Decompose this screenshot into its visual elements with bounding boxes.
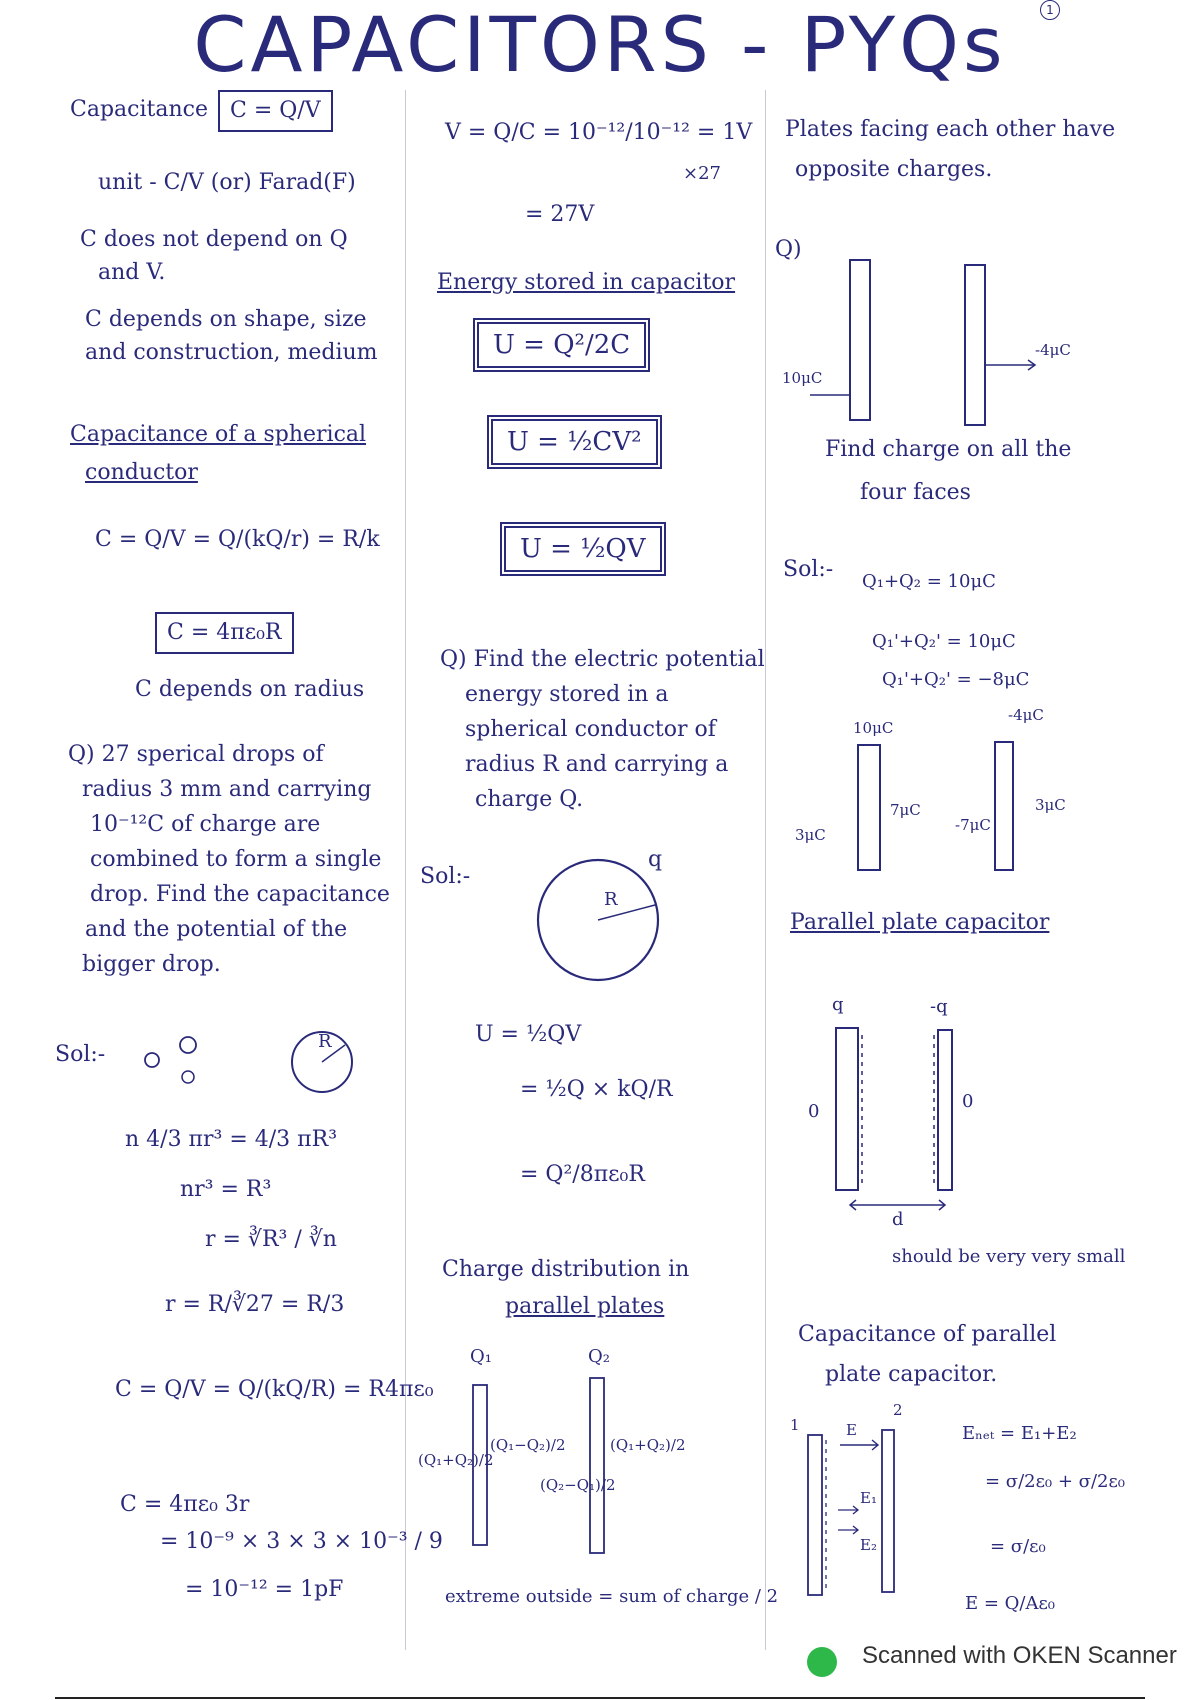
facing-plates-note-2: opposite charges.: [795, 157, 993, 182]
not-depend-line-1: C does not depend on Q: [80, 227, 348, 252]
plate-marker-1: 1: [790, 1416, 800, 1434]
depends-line-1: C depends on shape, size: [85, 307, 367, 332]
spherical-boxed-formula: C = 4πε₀R: [155, 612, 294, 654]
plate-charge-minus-q: -q: [930, 996, 948, 1017]
solution-label: Sol:-: [55, 1042, 106, 1067]
solution-label: Sol:-: [783, 557, 834, 582]
energy-heading: Energy stored in capacitor: [437, 270, 736, 295]
field-final-formula: E = Q/Aε₀: [965, 1593, 1056, 1614]
work-line: C = 4πε₀ 3r: [120, 1492, 250, 1517]
charge-equation: Q₁'+Q₂' = −8μC: [882, 669, 1030, 690]
question-line: combined to form a single: [90, 847, 382, 872]
page-number: 1: [1040, 0, 1060, 20]
sphere-work-line: = ½Q × kQ/R: [520, 1077, 673, 1102]
plate-charge-q: q: [832, 994, 844, 1015]
plate-separation-d: d: [892, 1209, 904, 1230]
work-line: nr³ = R³: [180, 1177, 272, 1202]
face-charge: (Q₁−Q₂)/2: [490, 1436, 566, 1454]
not-depend-line-2: and V.: [98, 260, 166, 285]
net-field-formula: Eₙₑₜ = E₁+E₂: [962, 1423, 1077, 1444]
question-line: and the potential of the: [85, 917, 348, 942]
find-charge-line-2: four faces: [860, 480, 971, 505]
depends-radius: C depends on radius: [135, 677, 365, 702]
charge-equation: Q₁'+Q₂' = 10μC: [872, 631, 1016, 652]
work-line: r = ∛R³ / ∛n: [205, 1227, 337, 1252]
question-line: Q) 27 sperical drops of: [68, 742, 324, 767]
plate-marker-2: 2: [893, 1401, 903, 1419]
face-charge: (Q₁+Q₂)/2: [610, 1436, 686, 1454]
question-2-line: radius R and carrying a: [465, 752, 729, 777]
question-line: 10⁻¹²C of charge are: [90, 812, 321, 837]
separation-note: should be very very small: [892, 1246, 1126, 1267]
unit-line: unit - C/V (or) Farad(F): [98, 170, 356, 195]
scanner-watermark: Scanned with OKEN Scanner: [862, 1642, 1177, 1669]
net-field-sum: = σ/2ε₀ + σ/2ε₀: [985, 1471, 1126, 1492]
outer-charge-right: 0: [962, 1091, 974, 1112]
work-line: r = R/∛27 = R/3: [165, 1292, 345, 1317]
energy-formula-2: U = ½CV²: [487, 415, 662, 469]
work-line: n 4/3 πr³ = 4/3 πR³: [125, 1127, 338, 1152]
face-charge: (Q₁+Q₂)/2: [418, 1451, 494, 1469]
question-line: radius 3 mm and carrying: [82, 777, 372, 802]
capacitance-heading-2: plate capacitor.: [825, 1362, 998, 1387]
field-label-e1: E₁: [860, 1489, 877, 1507]
plate-charge-q2: Q₂: [588, 1346, 610, 1367]
facing-plates-note-1: Plates facing each other have: [785, 117, 1116, 142]
question-3-label: Q): [775, 237, 802, 262]
bottom-divider: [55, 1697, 1145, 1699]
question-2-line: spherical conductor of: [465, 717, 716, 742]
outer-charge-left: 0: [808, 1101, 820, 1122]
page-title: CAPACITORS - PYQs: [193, 0, 1007, 89]
net-field-result: = σ/ε₀: [990, 1536, 1046, 1557]
right-plate-charge: -4μC: [1035, 341, 1071, 359]
distribution-heading-1: Charge distribution in: [442, 1257, 690, 1282]
spherical-formula: C = Q/V = Q/(kQ/r) = R/k: [95, 527, 380, 552]
sphere-charge-label: q: [648, 847, 663, 872]
times-27: ×27: [683, 163, 721, 184]
sphere-work-line: = Q²/8πε₀R: [520, 1162, 645, 1187]
voltage-result: = 27V: [525, 202, 595, 227]
question-line: drop. Find the capacitance: [90, 882, 390, 907]
capacitance-formula: C = Q/V: [218, 90, 333, 132]
depends-line-2: and construction, medium: [85, 340, 378, 365]
charge-equation: Q₁+Q₂ = 10μC: [862, 571, 996, 592]
extreme-outside-note: extreme outside = sum of charge / 2: [445, 1586, 779, 1607]
question-2-line: energy stored in a: [465, 682, 669, 707]
work-line: = 10⁻⁹ × 3 × 3 × 10⁻³ / 9: [160, 1529, 443, 1554]
capacitance-label: Capacitance: [70, 97, 208, 122]
question-2-line: charge Q.: [475, 787, 584, 812]
distribution-heading-2: parallel plates: [505, 1294, 665, 1319]
left-plate-charge: 10μC: [782, 369, 823, 387]
sphere-radius-label: R: [604, 889, 618, 910]
field-label-e2: E₂: [860, 1536, 877, 1554]
energy-formula-1: U = Q²/2C: [473, 318, 650, 372]
spherical-heading-2: conductor: [85, 460, 198, 485]
face-charge: -7μC: [955, 816, 991, 834]
oken-scanner-logo-icon: [807, 1647, 837, 1677]
voltage-formula: V = Q/C = 10⁻¹²/10⁻¹² = 1V: [445, 120, 753, 145]
field-label-e: E: [846, 1421, 857, 1439]
plate-top-label: -4μC: [1008, 706, 1044, 724]
plate-top-label: 10μC: [853, 719, 894, 737]
capacitance-heading-1: Capacitance of parallel: [798, 1322, 1057, 1347]
parallel-plate-heading: Parallel plate capacitor: [790, 910, 1050, 935]
spherical-heading-1: Capacitance of a spherical: [70, 422, 367, 447]
find-charge-line-1: Find charge on all the: [825, 437, 1072, 462]
question-2-line: Q) Find the electric potential: [440, 647, 765, 672]
face-charge: 3μC: [1035, 796, 1066, 814]
energy-formula-3: U = ½QV: [500, 522, 666, 576]
face-charge: 3μC: [795, 826, 826, 844]
question-line: bigger drop.: [82, 952, 221, 977]
solution-label: Sol:-: [420, 864, 471, 889]
sphere-work-line: U = ½QV: [475, 1022, 582, 1047]
face-charge: (Q₂−Q₁)/2: [540, 1476, 616, 1494]
big-drop-radius: R: [318, 1031, 332, 1052]
plate-charge-q1: Q₁: [470, 1346, 492, 1367]
face-charge: 7μC: [890, 801, 921, 819]
work-line: C = Q/V = Q/(kQ/R) = R4πε₀: [115, 1377, 434, 1402]
work-line: = 10⁻¹² = 1pF: [185, 1577, 344, 1602]
